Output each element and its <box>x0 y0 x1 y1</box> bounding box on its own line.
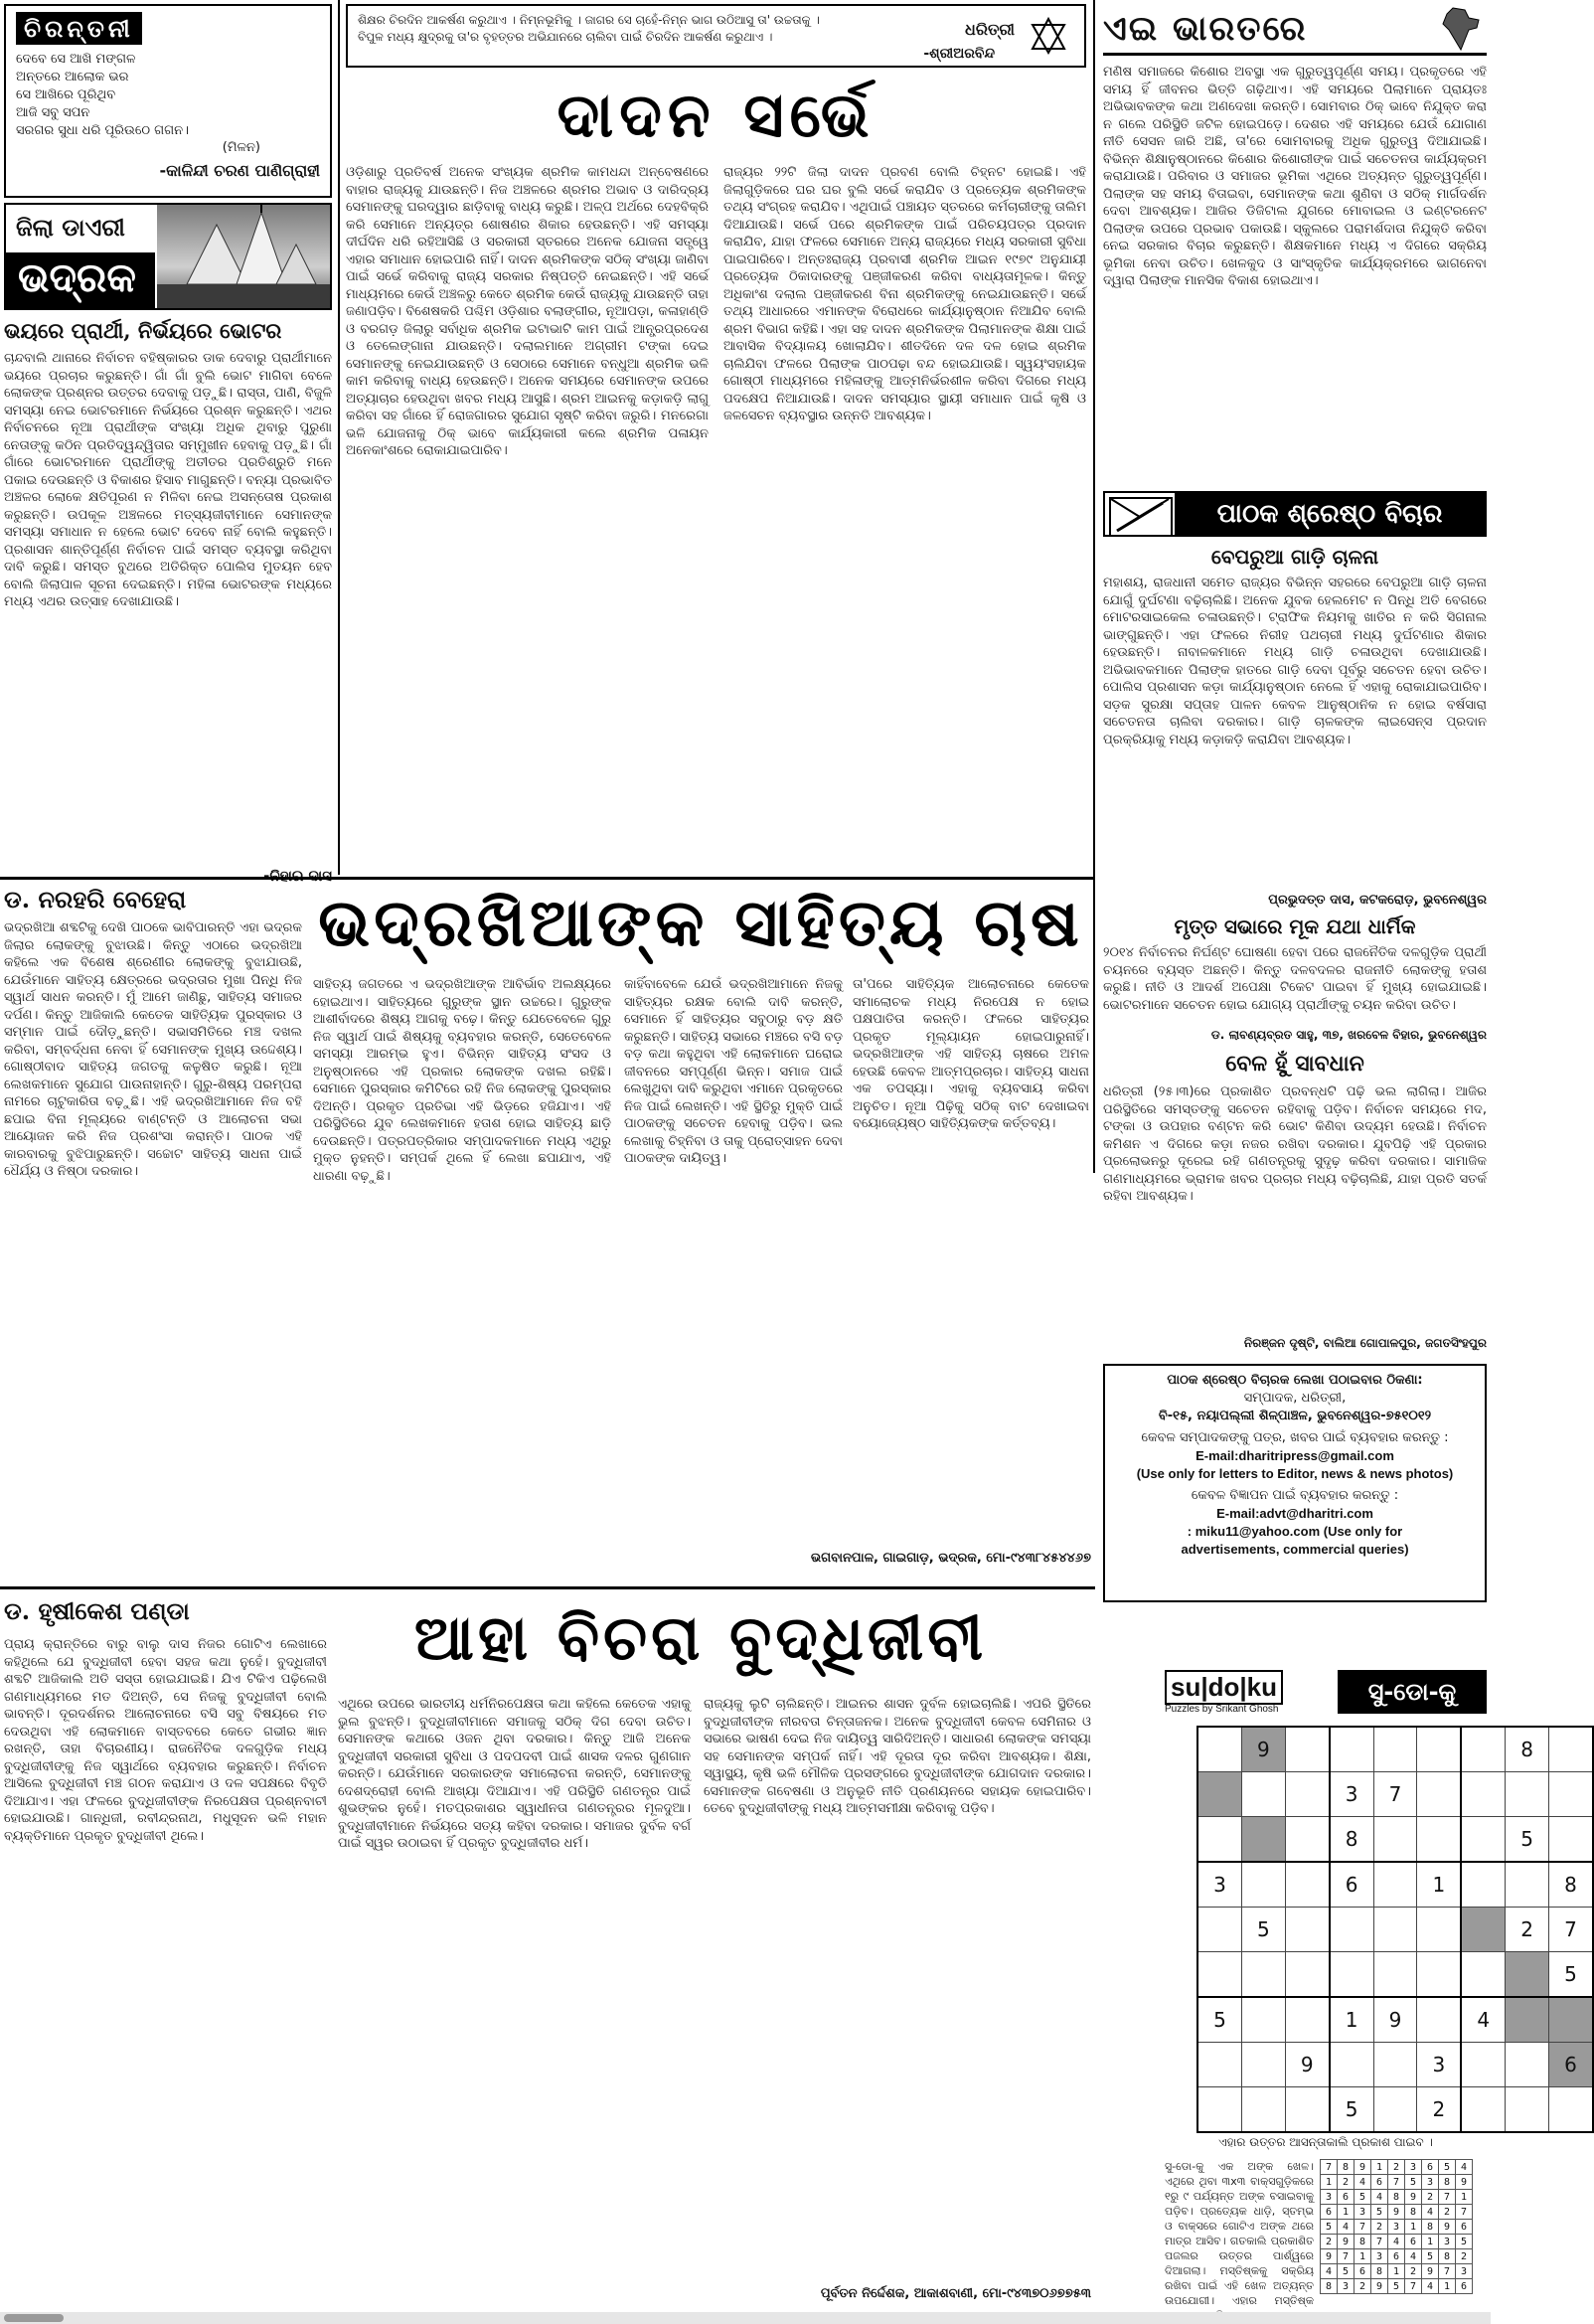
sudoku-cell[interactable]: 3 <box>1330 1772 1373 1817</box>
solution-cell: 5 <box>1405 2175 1422 2190</box>
article2-author: ଭଗବାନପାଳ, ଗାଇଗାଡ଼, ଭଦ୍ରକ, ମୋ-୯୪୩୮୪୫୪୪୬୭ <box>810 1551 1091 1566</box>
solution-cell: 6 <box>1388 2249 1405 2264</box>
sudoku-cell[interactable] <box>1549 1997 1594 2043</box>
sudoku-row <box>1197 1727 1593 1772</box>
article3-author: ପୂର୍ବତନ ନିର୍ଦ୍ଦେଶକ, ଆକାଶବାଣୀ, ମୋ-୯୪୩୭୦୬୭୭୫୩ <box>820 2286 1091 2301</box>
sudoku-row <box>1197 1997 1593 2043</box>
sudoku-cell[interactable] <box>1285 2087 1329 2133</box>
solution-row <box>1321 2220 1473 2235</box>
address-box <box>1103 1364 1487 1602</box>
solution-cell: 8 <box>1338 2160 1355 2175</box>
sudoku-cell[interactable] <box>1461 1952 1505 1998</box>
sudoku-cell[interactable] <box>1241 1817 1285 1863</box>
sudoku-cell[interactable] <box>1285 1862 1329 1908</box>
letter2-author: ଡ. ଲାବଣ୍ୟବ୍ରତ ସାହୁ, ୩୭, ଖରବେଳ ବିହାର, ଭୁବନେଶ୍ୱର <box>1210 1028 1487 1042</box>
sudoku-rules: ସୁ-ଡୋ-କୁ ଏକ ଅଙ୍କ ଖେଳ। ଏଥିରେ ଥିବା ୩x୩ ବାକ୍ସଗୁଡ଼ିକରେ ୧ରୁ ୯ ପର୍ଯ୍ୟନ୍ତ ଅଙ୍କ ବସାଇବାକୁ ପଡ଼ିବ। ପ୍ରତ୍ୟେକ ଧାଡ଼ି, ସ୍ତମ୍ଭ ଓ ବାକ୍ସରେ ଗୋଟିଏ ଅଙ୍କ ଥରେ ମାତ୍ର ଆସିବ। ଗତକାଲି ପ୍ରକାଶିତ ପଜଲର ଉତ୍ତର ପାର୍ଶ୍ୱରେ ଦିଆଗଲା। ମସ୍ତିଷ୍କକୁ ସକ୍ରିୟ ରଖିବା ପାଇଁ ଏହି ଖେଳ ଅତ୍ୟନ୍ତ ଉପଯୋଗୀ। ଏହାର ମସ୍ତିଷ୍କ <box>1165 2160 1314 2307</box>
sudoku-cell[interactable] <box>1373 1817 1417 1863</box>
sudoku-credit: Puzzles by Srikant Ghosh <box>1165 1704 1279 1715</box>
sudoku-cell[interactable]: 1 <box>1330 1997 1373 2043</box>
solution-cell: 4 <box>1405 2249 1422 2264</box>
sudoku-cell[interactable] <box>1461 2043 1505 2087</box>
solution-cell: 6 <box>1371 2175 1388 2190</box>
article2-col2: ସାହିତ୍ୟ ଜଗତରେ ଏ ଭଦ୍ରଖିଆଙ୍କ ଆବିର୍ଭାବ ଅଲକ୍ଷ୍ୟରେ ହୋଇଥାଏ। ସାହିତ୍ୟରେ ଗୁରୁଙ୍କ ସ୍ଥାନ ଉଚ୍ଚରେ। ଗୁରୁଙ୍କ ଆଶୀର୍ବାଦରେ ଶିଷ୍ୟ ଆଗକୁ ବଢ଼େ। କିନ୍ତୁ ଯେତେବେଳେ ଗୁରୁ ନିଜ ସ୍ୱାର୍ଥ ପାଇଁ ଶିଷ୍ୟକୁ ବ୍ୟବହାର କରନ୍ତି, ସେତେବେଳେ ସମସ୍ୟା ଆରମ୍ଭ ହୁଏ। ବିଭିନ୍ନ ସାହିତ୍ୟ ସଂସଦ ଓ ଅନୁଷ୍ଠାନରେ ଏହି ପ୍ରକାର ଲୋକଙ୍କ ଦଖଲ ରହିଛି। ସେମାନେ ପୁରସ୍କାର କମିଟିରେ ରହି ନିଜ ଲୋକଙ୍କୁ ପୁରସ୍କାର ଦିଅନ୍ତି। ପ୍ରକୃତ ପ୍ରତିଭା ଏହି ଭିଡ଼ରେ ହଜିଯାଏ। ଏହି ପରିସ୍ଥିତିରେ ଯୁବ ଲେଖକମାନେ ହତାଶ ହୋଇ ସାହିତ୍ୟ ଛାଡ଼ି ଦେଉଛନ୍ତି। ପତ୍ରପତ୍ରିକାର ସମ୍ପାଦକମାନେ ମଧ୍ୟ ଏଥିରୁ ମୁକ୍ତ ନୁହନ୍ତି। ସମ୍ପର୍କ ଥିଲେ ହିଁ ଲେଖା ଛପାଯାଏ, ଏହି ଧାରଣା ବଢ଼ୁଛି। <box>313 977 611 1184</box>
article3-col2: ଏଥିରେ ଉପରେ ଭାରତୀୟ ଧର୍ମନିରପେକ୍ଷତା କଥା କହିଲେ କେତେକ ଏହାକୁ ଭୁଲ ବୁଝନ୍ତି। ବୁଦ୍ଧିଜୀବୀମାନେ ସମାଜକୁ ସଠିକ୍ ଦିଗ ଦେବା ଉଚିତ। ସେମାନଙ୍କ କଥାରେ ଓଜନ ଥିବା ଦରକାର। କିନ୍ତୁ ଆଜି ଅନେକ ବୁଦ୍ଧିଜୀବୀ ସରକାରୀ ସୁବିଧା ଓ ପଦପଦବୀ ପାଇଁ ଶାସକ ଦଳର ଗୁଣଗାନ କରନ୍ତି। ଯେଉଁମାନେ ସରକାରଙ୍କ ସମାଲୋଚନା କରନ୍ତି, ସେମାନଙ୍କୁ ଦେଶଦ୍ରୋହୀ ବୋଲି ଆଖ୍ୟା ଦିଆଯାଏ। ଏହି ପରିସ୍ଥିତି ଗଣତନ୍ତ୍ର ପାଇଁ ଶୁଭଙ୍କର ନୁହେଁ। ମତପ୍ରକାଶର ସ୍ୱାଧୀନତା ଗଣତନ୍ତ୍ରର ମୂଳଦୁଆ। ବୁଦ୍ଧିଜୀବୀମାନେ ନିର୍ଭୟରେ ସତ୍ୟ କହିବା ଦରକାର। ସମାଜର ଦୁର୍ବଳ ବର୍ଗ ପାଇଁ ସ୍ୱର ଉଠାଇବା ହିଁ ପ୍ରକୃତ ବୁଦ୍ଧିଜୀବୀର ଧର୍ମ। <box>338 1697 691 1851</box>
sudoku-cell[interactable]: 3 <box>1417 2043 1461 2087</box>
district-name: ଭଦ୍ରକ <box>6 252 155 310</box>
sudoku-cell[interactable]: 5 <box>1330 2087 1373 2133</box>
advert-email-note: advertisements, commercial queries) <box>1181 1542 1409 1557</box>
pen-envelope-icon <box>1111 499 1169 533</box>
sudoku-cell[interactable] <box>1241 1952 1285 1998</box>
article1-col2: ରାଜ୍ୟର ୨୨ଟି ଜିଲା ଦାଦନ ପ୍ରବଣ ବୋଲି ଚିହ୍ନଟ ହୋଇଛି। ଏହି ଜିଲାଗୁଡ଼ିକରେ ଘର ଘର ବୁଲି ସର୍ଭେ କରାଯିବ ଓ ପ୍ରତ୍ୟେକ ଶ୍ରମିକଙ୍କ ତଥ୍ୟ ସଂଗ୍ରହ କରାଯିବ। ଏଥିପାଇଁ ପଞ୍ଚାୟତ ସ୍ତରରେ କର୍ମଚାରୀଙ୍କୁ ତାଲିମ ଦିଆଯାଉଛି। ସର୍ଭେ ପରେ ଶ୍ରମିକଙ୍କ ପାଇଁ ପରିଚୟପତ୍ର ପ୍ରଦାନ କରାଯିବ, ଯାହା ଫଳରେ ସେମାନେ ଅନ୍ୟ ରାଜ୍ୟରେ ମଧ୍ୟ ସରକାରୀ ସୁବିଧା ପାଇପାରିବେ। ଅନ୍ତଃରାଜ୍ୟ ପ୍ରବାସୀ ଶ୍ରମିକ ଆଇନ ୧୯୭୯ ଅନୁଯାୟୀ ପ୍ରତ୍ୟେକ ଠିକାଦାରଙ୍କୁ ପଞ୍ଜୀକରଣ କରିବା ବାଧ୍ୟତାମୂଳକ। କିନ୍ତୁ ଅଧିକାଂଶ ଦଲାଲ ପଞ୍ଜୀକରଣ ବିନା ଶ୍ରମିକଙ୍କୁ ନେଇଯାଉଛନ୍ତି। ସର୍ଭେ ତଥ୍ୟ ଆଧାରରେ ଏମାନଙ୍କ ବିରୋଧରେ କାର୍ଯ୍ୟାନୁଷ୍ଠାନ ନିଆଯିବ ବୋଲି ଶ୍ରମ ବିଭାଗ କହିଛି। ଏହା ସହ ଦାଦନ ଶ୍ରମିକଙ୍କ ପିଲାମାନଙ୍କ ଶିକ୍ଷା ପାଇଁ ଆବାସିକ ବିଦ୍ୟାଳୟ ଖୋଲାଯିବ। ଶୀତଦିନେ ଦଳ ଦଳ ହୋଇ ଶ୍ରମିକ ଚାଲିଯିବା ଫଳରେ ପିଲାଙ୍କ ପାଠପଢ଼ା ବନ୍ଦ ହୋଇଯାଉଛି। ସ୍ୱୟଂସହାୟକ ଗୋଷ୍ଠୀ ମାଧ୍ୟମରେ ମହିଳାଙ୍କୁ ଆତ୍ମନିର୍ଭରଶୀଳ କରିବା ଦିଗରେ ମଧ୍ୟ ପଦକ୍ଷେପ ନିଆଯାଉଛି। ଦାଦନ ସମସ୍ୟାର ସ୍ଥାୟୀ ସମାଧାନ ପାଇଁ କୃଷି ଓ ଜଳସେଚନ ବ୍ୟବସ୍ଥାର ଉନ୍ନତି ଆବଶ୍ୟକ। <box>723 165 1086 423</box>
solution-cell: 3 <box>1405 2160 1422 2175</box>
sudoku-cell[interactable] <box>1285 1772 1329 1817</box>
solution-cell: 1 <box>1456 2190 1473 2205</box>
solution-cell: 8 <box>1422 2220 1439 2235</box>
solution-cell: 2 <box>1321 2235 1338 2249</box>
solution-cell: 8 <box>1388 2190 1405 2205</box>
solution-cell: 2 <box>1338 2175 1355 2190</box>
solution-cell: 9 <box>1338 2235 1355 2249</box>
sudoku-cell[interactable]: 5 <box>1549 1952 1594 1998</box>
solution-row <box>1321 2264 1473 2279</box>
solution-cell: 5 <box>1371 2205 1388 2220</box>
sudoku-cell[interactable] <box>1330 1952 1373 1998</box>
column-title: ଏଇ ଭାରତରେ <box>1103 9 1308 49</box>
solution-cell: 8 <box>1355 2235 1371 2249</box>
solution-cell: 2 <box>1456 2249 1473 2264</box>
solution-cell: 8 <box>1405 2205 1422 2220</box>
column-body: ମଣିଷ ସମାଜରେ କିଶୋର ଅବସ୍ଥା ଏକ ଗୁରୁତ୍ୱପୂର୍ଣ୍ଣ ସମୟ। ପ୍ରକୃତରେ ଏହି ସମୟ ହିଁ ଜୀବନର ଭିତ୍ତି ଗଢ଼ିଥାଏ। ଏହି ସମୟରେ ପିଲାମାନେ ପ୍ରାୟତଃ ଅଭିଭାବକଙ୍କ କଥା ଅଣଦେଖା କରନ୍ତି। ସୋମବାର ଠିକ୍ ଭାବେ ନିଯୁକ୍ତ କରା ନ ଗଲେ ପରିସ୍ଥିତି ଜଟିଳ ହୋଇପଡ଼େ। ଦେଶର ଏହି ସମୟରେ ଯେଉଁ ଯୋଗାଣ ନୀତି ସେସନ ଜାରି ଅଛି, ତା'ରେ ସୋମବାରକୁ ଅଧିକ ଗୁରୁତ୍ୱ ଦିଆଯାଇଛି। ବିଭିନ୍ନ ଶିକ୍ଷାନୁଷ୍ଠାନରେ କିଶୋର କିଶୋରୀଙ୍କ ପାଇଁ ସଚେତନତା କାର୍ଯ୍ୟକ୍ରମ କରାଯାଉଛି। ପରିବାର ଓ ସମାଜର ଭୂମିକା ଏଥିରେ ଅତ୍ୟନ୍ତ ଗୁରୁତ୍ୱପୂର୍ଣ୍ଣ। ପିଲାଙ୍କ ସହ ସମୟ ବିତାଇବା, ସେମାନଙ୍କ କଥା ଶୁଣିବା ଓ ସଠିକ୍ ମାର୍ଗଦର୍ଶନ ଦେବା ଆବଶ୍ୟକ। ଆଜିର ଡିଜିଟାଲ ଯୁଗରେ ମୋବାଇଲ ଓ ଇଣ୍ଟରନେଟ ପିଲାଙ୍କ ଉପରେ ପ୍ରଭାବ ପକାଉଛି। ସ୍କୁଲରେ ପରାମର୍ଶଦାତା ନିଯୁକ୍ତି କରିବା ନେଇ ସରକାର ବିଚାର କରୁଛନ୍ତି। ଶିକ୍ଷକମାନେ ମଧ୍ୟ ଏ ଦିଗରେ ସକ୍ରିୟ ଭୂମିକା ନେବା ଉଚିତ। ଖେଳକୁଦ ଓ ସାଂସ୍କୃତିକ କାର୍ଯ୍ୟକ୍ରମରେ ଭାଗନେବା ଦ୍ୱାରା ପିଲାଙ୍କ ମାନସିକ ବିକାଶ ହୋଇଥାଏ। <box>1103 65 1487 288</box>
solution-cell: 4 <box>1422 2279 1439 2294</box>
sudoku-row <box>1197 1817 1593 1863</box>
sudoku-answer-note: ଏହାର ଉତ୍ତର ଆସନ୍ତାକାଲି ପ୍ରକାଶ ପାଇବ । <box>1218 2135 1433 2149</box>
solution-row <box>1321 2160 1473 2175</box>
sudoku-cell[interactable] <box>1241 2043 1285 2087</box>
sudoku-cell[interactable] <box>1285 1908 1329 1952</box>
solution-cell: 4 <box>1355 2175 1371 2190</box>
article2-headline: ଭଦ୍ରଖିଆଙ୍କ ସାହିତ୍ୟ ଚାଷ <box>318 884 1083 961</box>
solution-cell: 6 <box>1338 2190 1355 2205</box>
sudoku-cell[interactable] <box>1461 1862 1505 1908</box>
quote-author: -ଶ୍ରୀଅରବିନ୍ଦ <box>923 46 995 62</box>
temple-photo <box>157 205 330 308</box>
solution-cell: 4 <box>1371 2190 1388 2205</box>
sudoku-cell[interactable] <box>1373 2087 1417 2133</box>
advert-email[interactable]: E-mail:advt@dharitri.com <box>1216 1506 1373 1521</box>
sudoku-row <box>1197 1952 1593 1998</box>
solution-cell: 8 <box>1439 2175 1456 2190</box>
sudoku-solution-grid <box>1320 2159 1473 2294</box>
article1-col1: ଓଡ଼ିଶାରୁ ପ୍ରତିବର୍ଷ ଅନେକ ସଂଖ୍ୟକ ଶ୍ରମିକ କାମଧନ୍ଦା ଅନ୍ବେଷଣରେ ବାହାର ରାଜ୍ୟକୁ ଯାଉଛନ୍ତି। ନିଜ ଅଞ୍ଚଳରେ ଶ୍ରମର ଅଭାବ ଓ ଦାରିଦ୍ର୍ୟ ସେମାନଙ୍କୁ ଘରଦ୍ୱାର ଛାଡ଼ିବାକୁ ବାଧ୍ୟ କରୁଛି। ଅଳ୍ପ ଅର୍ଥରେ ଦେହବିକ୍ରି କରି ସେମାନେ ଅନ୍ୟତ୍ର ଶୋଷଣର ଶିକାର ହେଉଛନ୍ତି। ଏହି ସମସ୍ୟା ଦୀର୍ଘଦିନ ଧରି ରହିଆସିଛି ଓ ସରକାରୀ ସ୍ତରରେ ଅନେକ ଯୋଜନା ସତ୍ତ୍ୱେ ଏହାର ସମାଧାନ ହୋଇପାରି ନାହିଁ। ଦାଦନ ଶ୍ରମିକଙ୍କ ସଠିକ୍ ସଂଖ୍ୟା ଜାଣିବା ପାଇଁ ସର୍ଭେ କରିବାକୁ ରାଜ୍ୟ ସରକାର ନିଷ୍ପତ୍ତି ନେଇଛନ୍ତି। ଏହି ସର୍ଭେ ମାଧ୍ୟମରେ କେଉଁ ଅଞ୍ଚଳରୁ କେତେ ଶ୍ରମିକ କେଉଁ ରାଜ୍ୟକୁ ଯାଉଛନ୍ତି ତାହା ଜଣାପଡ଼ିବ। ବିଶେଷକରି ପଶ୍ଚିମ ଓଡ଼ିଶାର ବଲାଙ୍ଗୀର, ନୂଆପଡ଼ା, କଳାହାଣ୍ଡି ଓ ବରଗଡ଼ ଜିଲାରୁ ସର୍ବାଧିକ ଶ୍ରମିକ ଇଟାଭାଟି କାମ ପାଇଁ ଆନ୍ଧ୍ରପ୍ରଦେଶ ଓ ତେଲେଙ୍ଗାନା ଯାଉଛନ୍ତି। ଦଲାଲମାନେ ଅଗ୍ରୀମ ଟଙ୍କା ଦେଇ ସେମାନଙ୍କୁ ନେଇଯାଉଛନ୍ତି ଓ ସେଠାରେ ସେମାନେ ବନ୍ଧୁଆ ଶ୍ରମିକ ଭଳି କାମ କରିବାକୁ ବାଧ୍ୟ ହେଉଛନ୍ତି। ଅନେକ ସମୟରେ ସେମାନଙ୍କ ଉପରେ ଅତ୍ୟାଚାର ହେଉଥିବା ଖବର ମଧ୍ୟ ଆସୁଛି। ଶ୍ରମ ଆଇନକୁ କଡ଼ାକଡ଼ି ଲାଗୁ କରିବା ସହ ଗାଁରେ ହିଁ ରୋଜଗାରର ସୁଯୋଗ ସୃଷ୍ଟି କରିବା ଜରୁରି। ମନରେଗା ଭଳି ଯୋଜନାକୁ ଠିକ୍ ଭାବେ କାର୍ଯ୍ୟକାରୀ କଲେ ଶ୍ରମିକ ପଳାୟନ ଅନେକାଂଶରେ ରୋକାଯାଇପାରିବ। <box>346 165 709 458</box>
article3-headline: ଆହା ବିଚରା ବୁଦ୍ଧିଜୀବୀ <box>413 1601 988 1674</box>
solution-cell: 6 <box>1422 2160 1439 2175</box>
sudoku-cell[interactable] <box>1461 1727 1505 1772</box>
sudoku-cell[interactable] <box>1549 1727 1594 1772</box>
sudoku-cell[interactable] <box>1461 1817 1505 1863</box>
scrollbar-thumb[interactable] <box>4 2314 64 2322</box>
solution-cell: 9 <box>1439 2220 1456 2235</box>
poem-author: -କାଳିନ୍ଦୀ ଚରଣ ପାଣିଗ୍ରାହୀ <box>159 161 320 180</box>
sudoku-cell[interactable] <box>1373 1908 1417 1952</box>
sudoku-cell[interactable] <box>1285 1952 1329 1998</box>
solution-cell: 2 <box>1405 2264 1422 2279</box>
solution-cell: 7 <box>1338 2249 1355 2264</box>
sudoku-cell[interactable] <box>1285 1817 1329 1863</box>
sudoku-cell[interactable]: 6 <box>1549 2043 1594 2087</box>
sudoku-cell[interactable]: 5 <box>1506 1817 1549 1863</box>
letter1-title: ବେପରୁଆ ଗାଡ଼ି ଚାଳନା <box>1210 545 1379 569</box>
sudoku-cell[interactable] <box>1241 1862 1285 1908</box>
district-diary-author: -ନିହାର ଦାସ <box>263 867 332 885</box>
sudoku-cell[interactable]: 9 <box>1241 1727 1285 1772</box>
envelope-icon <box>1109 497 1173 537</box>
sudoku-cell[interactable] <box>1461 1772 1505 1817</box>
solution-cell: 3 <box>1371 2249 1388 2264</box>
solution-cell: 1 <box>1321 2175 1338 2190</box>
solution-cell: 3 <box>1439 2235 1456 2249</box>
sudoku-cell[interactable]: 7 <box>1373 1772 1417 1817</box>
sudoku-cell[interactable] <box>1417 1727 1461 1772</box>
article1-headline: ଦାଦନ ସର୍ଭେ <box>557 79 876 151</box>
sudoku-cell[interactable] <box>1197 2087 1241 2133</box>
page-scrollbar[interactable] <box>0 2312 1491 2324</box>
sudoku-cell[interactable]: 2 <box>1417 2087 1461 2133</box>
sudoku-solution <box>1320 2159 1487 2294</box>
solution-cell: 1 <box>1371 2160 1388 2175</box>
solution-cell: 9 <box>1456 2175 1473 2190</box>
solution-cell: 7 <box>1371 2235 1388 2249</box>
sudoku-cell[interactable] <box>1330 1727 1373 1772</box>
sudoku-cell[interactable] <box>1506 1772 1549 1817</box>
solution-cell: 7 <box>1355 2220 1371 2235</box>
solution-cell: 1 <box>1338 2205 1355 2220</box>
solution-cell: 4 <box>1338 2220 1355 2235</box>
poem-line: ଦେବେ ସେ ଆଖି ମଙ୍ଗଳ <box>16 52 136 67</box>
sudoku-cell[interactable] <box>1197 1727 1241 1772</box>
article3-col1: ପ୍ରାୟ କ୍ରାନ୍ତିରେ ବାରୁ ବାଲୁ ଦାସ ନିଜର ଗୋଟିଏ ଲେଖାରେ କହିଥିଲେ ଯେ ବୁଦ୍ଧିଜୀବୀ ହେବା ସହଜ କଥା ନୁହେଁ। ବୁଦ୍ଧିଜୀବୀ ଶବ୍ଦଟି ଆଜିକାଲି ଅତି ସସ୍ତା ହୋଇଯାଇଛି। ଯିଏ ଟିକିଏ ପଢ଼ିଲେଖି ଗଣମାଧ୍ୟମରେ ମତ ଦିଅନ୍ତି, ସେ ନିଜକୁ ବୁଦ୍ଧିଜୀବୀ ବୋଲି ଭାବନ୍ତି। ଦୂରଦର୍ଶନର ଆଲୋଚନାରେ ବସି ସବୁ ବିଷୟରେ ମତ ଦେଉଥିବା ଏହି ଲୋକମାନେ ବାସ୍ତବରେ କେତେ ଗଭୀର ଜ୍ଞାନ ରଖନ୍ତି, ତାହା ବିଚାରଣୀୟ। ରାଜନୈତିକ ଦଳଗୁଡ଼ିକ ମଧ୍ୟ ବୁଦ୍ଧିଜୀବୀଙ୍କୁ ନିଜ ସ୍ୱାର୍ଥରେ ବ୍ୟବହାର କରୁଛନ୍ତି। ନିର୍ବାଚନ ଆସିଲେ ବୁଦ୍ଧିଜୀବୀ ମଞ୍ଚ ଗଠନ କରାଯାଏ ଓ ଦଳ ସପକ୍ଷରେ ବିବୃତି ଦିଆଯାଏ। ଏହା ଫଳରେ ବୁଦ୍ଧିଜୀବୀଙ୍କ ନିରପେକ୍ଷତା ପ୍ରଶ୍ନବାଚୀ ହୋଇଯାଉଛି। ଗାନ୍ଧିଜୀ, ରବୀନ୍ଦ୍ରନାଥ, ମଧୁସୂଦନ ଭଳି ମହାନ ବ୍ୟକ୍ତିମାନେ ପ୍ରକୃତ ବୁଦ୍ଧିଜୀବୀ ଥିଲେ। <box>4 1637 327 1844</box>
solution-cell: 1 <box>1439 2279 1456 2294</box>
sudoku-cell[interactable] <box>1241 1997 1285 2043</box>
sudoku-cell[interactable] <box>1417 1908 1461 1952</box>
sudoku-cell[interactable]: 8 <box>1330 1817 1373 1863</box>
sudoku-cell[interactable] <box>1197 1908 1241 1952</box>
solution-row <box>1321 2205 1473 2220</box>
solution-cell: 2 <box>1439 2205 1456 2220</box>
sudoku-cell[interactable] <box>1330 2043 1373 2087</box>
article2-col1: ଭଦ୍ରଖିଆ ଶବ୍ଦଟିକୁ ଦେଖି ପାଠକେ ଭାବିପାରନ୍ତି ଏହା ଭଦ୍ରକ ଜିଲାର ଲୋକଙ୍କୁ ବୁଝାଉଛି। କିନ୍ତୁ ଏଠାରେ ଭଦ୍ରଖିଆ କହିଲେ ଏକ ବିଶେଷ ଶ୍ରେଣୀର ଲୋକଙ୍କୁ ବୁଝାଯାଉଛି, ଯେଉଁମାନେ ସାହିତ୍ୟ କ୍ଷେତ୍ରରେ ଭଦ୍ରତାର ମୁଖା ପିନ୍ଧି ନିଜ ସ୍ୱାର୍ଥ ସାଧନ କରନ୍ତି। ମୁଁ ଆମେ ଜାଣିଛୁ, ସାହିତ୍ୟ ସମାଜର ଦର୍ପଣ। କିନ୍ତୁ ଆଜିକାଲି କେତେକ ସାହିତ୍ୟିକ ପୁରସ୍କାର ଓ ସମ୍ମାନ ପାଇଁ ଦୌଡ଼ୁଛନ୍ତି। ସଭାସମିତିରେ ମଞ୍ଚ ଦଖଲ କରିବା, ସମ୍ବର୍ଦ୍ଧନା ନେବା ହିଁ ସେମାନଙ୍କ ମୁଖ୍ୟ ଉଦ୍ଦେଶ୍ୟ। ଗୋଷ୍ଠୀବାଦ ସାହିତ୍ୟ ଜଗତକୁ କଳୁଷିତ କରୁଛି। ନୂଆ ଲେଖକମାନେ ସୁଯୋଗ ପାଉନାହାନ୍ତି। ଗୁରୁ-ଶିଷ୍ୟ ପରମ୍ପରା ନାମରେ ଚାଟୁକାରିତା ବଢ଼ୁଛି। ଏହି ଭଦ୍ରଖିଆମାନେ ନିଜ ବହି ଛପାଇ ବିନା ମୂଲ୍ୟରେ ବାଣ୍ଟନ୍ତି ଓ ଆଲୋଚନା ସଭା ଆୟୋଜନ କରି ନିଜ ପ୍ରଶଂସା କରାନ୍ତି। ପାଠକ ଏହି କାରବାରକୁ ବୁଝିପାରୁଛନ୍ତି। ସଚ୍ଚୋଟ ସାହିତ୍ୟ ସାଧନା ପାଇଁ ଧୈର୍ଯ୍ୟ ଓ ନିଷ୍ଠା ଦରକାର। <box>4 920 302 1179</box>
solution-cell: 5 <box>1456 2235 1473 2249</box>
sudoku-cell[interactable] <box>1549 1772 1594 1817</box>
poem-line: ଆଜି ସବୁ ସପନ <box>16 105 90 120</box>
sudoku-cell[interactable] <box>1549 2087 1594 2133</box>
sudoku-header <box>1165 1670 1487 1720</box>
solution-cell: 9 <box>1405 2190 1422 2205</box>
letter1-body: ମହାଶୟ, ରାଜଧାନୀ ସମେତ ରାଜ୍ୟର ବିଭିନ୍ନ ସହରରେ ବେପରୁଆ ଗାଡ଼ି ଚାଳନା ଯୋଗୁଁ ଦୁର୍ଘଟଣା ବଢ଼ିଚାଲିଛି। ଅନେକ ଯୁବକ ହେଲମେଟ ନ ପିନ୍ଧି ଅତି ବେଗରେ ମୋଟରସାଇକେଲ ଚଳାଉଛନ୍ତି। ଟ୍ରାଫିକ ନିୟମକୁ ଖାତିର ନ କରି ସିଗନାଲ ଭାଙ୍ଗୁଛନ୍ତି। ଏହା ଫଳରେ ନିରୀହ ପଥଚାରୀ ମଧ୍ୟ ଦୁର୍ଘଟଣାର ଶିକାର ହେଉଛନ୍ତି। ନାବାଳକମାନେ ମଧ୍ୟ ଗାଡ଼ି ଚଳାଉଥିବା ଦେଖାଯାଉଛି। ଅଭିଭାବକମାନେ ପିଲାଙ୍କ ହାତରେ ଗାଡ଼ି ଦେବା ପୂର୍ବରୁ ସଚେତନ ହେବା ଉଚିତ। ପୋଲିସ ପ୍ରଶାସନ କଡ଼ା କାର୍ଯ୍ୟାନୁଷ୍ଠାନ ନେଲେ ହିଁ ଏହାକୁ ରୋକାଯାଇପାରିବ। ସଡ଼କ ସୁରକ୍ଷା ସପ୍ତାହ ପାଳନ କେବଳ ଆନୁଷ୍ଠାନିକ ନ ହୋଇ ବର୍ଷସାରା ସଚେତନତା ଚାଲିବା ଦରକାର। ଗାଡ଼ି ଚାଳକଙ୍କ ଲାଇସେନ୍ସ ପ୍ରଦାନ ପ୍ରକ୍ରିୟାକୁ ମଧ୍ୟ କଡ଼ାକଡ଼ି କରାଯିବା ଆବଶ୍ୟକ। <box>1103 576 1487 747</box>
article3-byline: ଡ. ହୃଷୀକେଶ ପଣ୍ଡା <box>4 1596 190 1625</box>
solution-cell: 6 <box>1355 2264 1371 2279</box>
fax-line: କେବଳ ସମ୍ପାଦକଙ୍କୁ ପତ୍ର, ଖବର ପାଇଁ ବ୍ୟବହାର କରନ୍ତୁ : <box>1141 1430 1449 1445</box>
solution-row <box>1321 2249 1473 2264</box>
poem-line: ଅନ୍ତରେ ଆଲୋକ ଭର <box>16 70 129 84</box>
solution-cell: 5 <box>1321 2220 1338 2235</box>
sudoku-cell[interactable] <box>1417 1997 1461 2043</box>
article2-col3: କାହିଁବାବେଳେ ଯେଉଁ ଭଦ୍ରଖିଆମାନେ ନିଜକୁ ସାହିତ୍ୟର ରକ୍ଷକ ବୋଲି ଦାବି କରନ୍ତି, ସେମାନେ ହିଁ ସାହିତ୍ୟର ସବୁଠାରୁ ବଡ଼ କ୍ଷତି କରୁଛନ୍ତି। ସାହିତ୍ୟ ସଭାରେ ମଞ୍ଚରେ ବସି ବଡ଼ ବଡ଼ କଥା କହୁଥିବା ଏହି ଲୋକମାନେ ଘରୋଇ ଜୀବନରେ ସମ୍ପୂର୍ଣ୍ଣ ଭିନ୍ନ। ସମାଜ ପାଇଁ ଲେଖୁଥିବା ଦାବି କରୁଥିବା ଏମାନେ ପ୍ରକୃତରେ ନିଜ ପାଇଁ ଲେଖନ୍ତି। ଏହି ସ୍ଥିତିରୁ ମୁକ୍ତି ପାଇଁ ପାଠକଙ୍କୁ ସଚେତନ ହେବାକୁ ପଡ଼ିବ। ଭଲ ଲେଖାକୁ ଚିହ୍ନିବା ଓ ତାକୁ ପ୍ରୋତ୍ସାହନ ଦେବା ପାଠକଙ୍କ ଦାୟିତ୍ୱ। <box>624 977 843 1166</box>
quote-line: ଶିକ୍ଷର ଚିରଦିନ ଆକର୍ଷଣ କରୁଥାଏ । ନିମ୍ନଭୂମିକୁ । ଜାଗର ସେ ଚାହେଁ-ନିମ୍ନ ଭାଗ ଉଠିଆସୁ ତା' ଉଚ୍ଚତାକୁ । <box>358 13 820 27</box>
solution-cell: 9 <box>1388 2205 1405 2220</box>
solution-cell: 6 <box>1456 2279 1473 2294</box>
letter3-body: ଧରିତ୍ରୀ (୨୫।୩)ରେ ପ୍ରକାଶିତ ପ୍ରବନ୍ଧଟି ପଢ଼ି ଭଲ ଲାଗିଲା। ଆଜିର ପରିସ୍ଥିତିରେ ସମସ୍ତଙ୍କୁ ସଚେତନ ରହିବାକୁ ପଡ଼ିବ। ନିର୍ବାଚନ ସମୟରେ ମଦ, ଟଙ୍କା ଓ ଉପହାର ବଣ୍ଟନ କରି ଭୋଟ କିଣିବା ଉଦ୍ୟମ ହେଉଛି। ନିର୍ବାଚନ କମିଶନ ଏ ଦିଗରେ କଡ଼ା ନଜର ରଖିବା ଦରକାର। ଯୁବପିଢ଼ି ଏହି ପ୍ରକାର ପ୍ରଲୋଭନରୁ ଦୂରେଇ ରହି ଗଣତନ୍ତ୍ରକୁ ସୁଦୃଢ଼ କରିବା ଦରକାର। ସାମାଜିକ ଗଣମାଧ୍ୟମରେ ଭ୍ରାମକ ଖବର ପ୍ରଚାର ମଧ୍ୟ ବଢ଼ିଚାଲିଛି, ଯାହା ପ୍ରତି ସତର୍କ ରହିବା ଆବଶ୍ୟକ। <box>1103 1084 1487 1204</box>
solution-cell: 7 <box>1439 2190 1456 2205</box>
article2-col4: ତା'ପରେ ସାହିତ୍ୟିକ ଆଲୋଚନାରେ କେତେକ ସମାଲୋଚକ ମଧ୍ୟ ନିରପେକ୍ଷ ନ ହୋଇ ପକ୍ଷପାତିତା କରନ୍ତି। ଫଳରେ ସାହିତ୍ୟର ପ୍ରକୃତ ମୂଲ୍ୟାୟନ ହୋଇପାରୁନାହିଁ। ଭଦ୍ରଖିଆଙ୍କ ଏହି ସାହିତ୍ୟ ଚାଷରେ ଅମଳ ହେଉଛି କେବଳ ଆତ୍ମପ୍ରଚାର। ସାହିତ୍ୟ ସାଧନା ଏକ ତପସ୍ୟା। ଏହାକୁ ବ୍ୟବସାୟ କରିବା ଅନୁଚିତ। ନୂଆ ପିଢ଼ିକୁ ସଠିକ୍ ବାଟ ଦେଖାଇବା ବୟୋଜ୍ୟେଷ୍ଠ ସାହିତ୍ୟିକଙ୍କ କର୍ତ୍ତବ୍ୟ। <box>853 977 1089 1131</box>
sudoku-cell[interactable] <box>1461 1908 1505 1952</box>
sudoku-cell[interactable]: 5 <box>1197 1997 1241 2043</box>
solution-cell: 2 <box>1388 2160 1405 2175</box>
solution-cell: 4 <box>1422 2205 1439 2220</box>
sudoku-cell[interactable] <box>1506 1997 1549 2043</box>
sudoku-cell[interactable]: 4 <box>1461 1997 1505 2043</box>
sudoku-brand-odia: ସୁ-ଡୋ-କୁ <box>1338 1670 1487 1714</box>
sudoku-cell[interactable]: 8 <box>1549 1862 1594 1908</box>
sudoku-cell[interactable] <box>1241 2087 1285 2133</box>
sudoku-cell[interactable] <box>1330 1908 1373 1952</box>
sudoku-cell[interactable] <box>1417 1952 1461 1998</box>
solution-cell: 9 <box>1371 2279 1388 2294</box>
solution-cell: 4 <box>1388 2235 1405 2249</box>
solution-cell: 9 <box>1355 2160 1371 2175</box>
letter2-body: ୨୦୧୪ ନିର୍ବାଚନର ନିର୍ଘଣ୍ଟ ଘୋଷଣା ହେବା ପରେ ରାଜନୈତିକ ଦଳଗୁଡ଼ିକ ପ୍ରାର୍ଥୀ ଚୟନରେ ବ୍ୟସ୍ତ ଅଛନ୍ତି। କିନ୍ତୁ ଦଳବଦଳର ରାଜନୀତି ଲୋକଙ୍କୁ ହତାଶ କରୁଛି। ନୀତି ଓ ଆଦର୍ଶ ଅପେକ୍ଷା ଟିକେଟ ପାଇବା ହିଁ ମୁଖ୍ୟ ହୋଇଯାଇଛି। ଭୋଟରମାନେ ସଚେତନ ହୋଇ ଯୋଗ୍ୟ ପ୍ରାର୍ଥୀଙ୍କୁ ଚୟନ କରିବା ଉଚିତ। <box>1103 945 1487 1013</box>
solution-cell: 7 <box>1321 2160 1338 2175</box>
sudoku-cell[interactable] <box>1197 2043 1241 2087</box>
sudoku-cell[interactable] <box>1549 1817 1594 1863</box>
solution-cell: 5 <box>1355 2190 1371 2205</box>
solution-cell: 9 <box>1321 2249 1338 2264</box>
solution-cell: 5 <box>1338 2264 1355 2279</box>
solution-cell: 2 <box>1355 2279 1371 2294</box>
readers-banner-title: ପାଠକ ଶ୍ରେଷ୍ଠ ବିଚାର <box>1175 493 1485 535</box>
column-header <box>1103 4 1487 56</box>
india-map-icon <box>1439 6 1483 52</box>
solution-cell: 5 <box>1422 2249 1439 2264</box>
address-line: ବି-୧୫, ନୟାପଲ୍ଲୀ ଶିଳ୍ପାଞ୍ଚଳ, ଭୁବନେଶ୍ୱର-୭୫୧୦୧୨ <box>1158 1409 1432 1423</box>
poem-lines <box>16 51 320 140</box>
district-diary-body: ଚାନ୍ଦବାଲି ଥାନାରେ ନିର୍ବାଚନ ବହିଷ୍କାରର ଡାକ ଦେବାରୁ ପ୍ରାର୍ଥୀମାନେ ଭୟରେ ପ୍ରଚାର କରୁଛନ୍ତି। ଗାଁ ଗାଁ ବୁଲି ଭୋଟ ମାଗିବା ବେଳେ ଲୋକଙ୍କ ପ୍ରଶ୍ନର ଉତ୍ତର ଦେବାକୁ ପଡ଼ୁଛି। ରାସ୍ତା, ପାଣି, ବିଜୁଳି ସମସ୍ୟା ନେଇ ଭୋଟରମାନେ ନିର୍ଭୟରେ ପ୍ରଶ୍ନ କରୁଛନ୍ତି। ଏଥର ନିର୍ବାଚନରେ ନୂଆ ପ୍ରାର୍ଥୀଙ୍କ ସଂଖ୍ୟା ଅଧିକ ଥିବାରୁ ପୁରୁଣା ନେତାଙ୍କୁ କଠିନ ପ୍ରତିଦ୍ୱନ୍ଦ୍ୱିତାର ସମ୍ମୁଖୀନ ହେବାକୁ ପଡ଼ୁଛି। ଗାଁ ଗାଁରେ ଭୋଟରମାନେ ପ୍ରାର୍ଥୀଙ୍କୁ ଅତୀତର ପ୍ରତିଶ୍ରୁତି ମନେ ପକାଇ ଦେଉଛନ୍ତି ଓ ବିକାଶର ହିସାବ ମାଗୁଛନ୍ତି। ବନ୍ୟା ପ୍ରଭାବିତ ଅଞ୍ଚଳର ଲୋକେ କ୍ଷତିପୂରଣ ନ ମିଳିବା ନେଇ ଅସନ୍ତୋଷ ପ୍ରକାଶ କରୁଛନ୍ତି। ଉପକୂଳ ଅଞ୍ଚଳରେ ମତ୍ସ୍ୟଜୀବୀମାନେ ସେମାନଙ୍କ ସମସ୍ୟା ସମାଧାନ ନ ହେଲେ ଭୋଟ ଦେବେ ନାହିଁ ବୋଲି କହୁଛନ୍ତି। ପ୍ରଶାସନ ଶାନ୍ତିପୂର୍ଣ୍ଣ ନିର୍ବାଚନ ପାଇଁ ସମସ୍ତ ବ୍ୟବସ୍ଥା କରିଥିବା ଦାବି କରୁଛି। ସମସ୍ତ ବୁଥରେ ଅତିରିକ୍ତ ପୋଲିସ ମୁତୟନ ହେବ ବୋଲି ଜିଲାପାଳ ସୂଚନା ଦେଇଛନ୍ତି। ମହିଳା ଭୋଟରଙ୍କ ମଧ୍ୟରେ ମଧ୍ୟ ଏଥର ଉତ୍ସାହ ଦେଖାଯାଉଛି। <box>4 351 333 609</box>
sudoku-cell[interactable] <box>1506 2087 1549 2133</box>
solution-cell: 2 <box>1422 2190 1439 2205</box>
sudoku-cell[interactable] <box>1373 1862 1417 1908</box>
quote-box <box>346 4 1086 68</box>
solution-cell: 7 <box>1456 2205 1473 2220</box>
solution-cell: 3 <box>1355 2205 1371 2220</box>
solution-row <box>1321 2235 1473 2249</box>
sudoku-cell[interactable] <box>1241 1772 1285 1817</box>
sudoku-cell[interactable] <box>1417 1772 1461 1817</box>
district-diary-header <box>4 203 332 310</box>
solution-cell: 7 <box>1439 2264 1456 2279</box>
poem-title: ଚିରନ୍ତନୀ <box>16 12 142 45</box>
letter3-title: ବେଳ ହୁଁ ସାବଧାନ <box>1225 1052 1364 1077</box>
letter1-author: ପ୍ରଭୁଦତ୍ତ ଦାସ, କଟକରୋଡ଼, ଭୁବନେଶ୍ୱର <box>1268 893 1487 908</box>
dharitri-logo: ଧରିତ୍ରୀ <box>965 20 1015 39</box>
sudoku-row <box>1197 2043 1593 2087</box>
article2-byline: ଡ. ନରହରି ବେହେରା <box>4 885 187 913</box>
solution-cell: 8 <box>1439 2249 1456 2264</box>
solution-cell: 5 <box>1388 2279 1405 2294</box>
solution-cell: 1 <box>1388 2264 1405 2279</box>
poem-line: ସେ ଆଖିରେ ପୂରିଥିବ <box>16 87 116 102</box>
solution-cell: 4 <box>1456 2160 1473 2175</box>
sudoku-brand-latin: su|do|ku <box>1165 1670 1283 1705</box>
sudoku-cell[interactable]: 8 <box>1506 1727 1549 1772</box>
solution-cell: 3 <box>1388 2220 1405 2235</box>
sudoku-cell[interactable] <box>1285 1997 1329 2043</box>
editor-email[interactable]: E-mail:dharitripress@gmail.com <box>1196 1448 1394 1463</box>
solution-cell: 9 <box>1422 2264 1439 2279</box>
address-line: ସମ୍ପାଦକ, ଧରିତ୍ରୀ, <box>1243 1391 1347 1406</box>
solution-cell: 1 <box>1405 2220 1422 2235</box>
solution-row <box>1321 2175 1473 2190</box>
readers-banner <box>1103 491 1487 537</box>
sudoku-cell[interactable] <box>1506 2043 1549 2087</box>
editor-email-note: (Use only for letters to Editor, news & news photos) <box>1136 1466 1454 1481</box>
solution-cell: 4 <box>1321 2264 1338 2279</box>
sudoku-cell[interactable]: 9 <box>1285 2043 1329 2087</box>
address-title: ପାଠକ ଶ୍ରେଷ୍ଠ ବିଚାରକ ଲେଖା ପଠାଇବାର ଠିକଣା: <box>1167 1373 1423 1388</box>
sudoku-row <box>1197 1772 1593 1817</box>
solution-row <box>1321 2279 1473 2294</box>
solution-cell: 6 <box>1321 2205 1338 2220</box>
district-diary-headline: ଭୟରେ ପ୍ରାର୍ଥୀ, ନିର୍ଭୟରେ ଭୋଟର <box>4 318 282 343</box>
sudoku-cell[interactable] <box>1417 1817 1461 1863</box>
sudoku-row <box>1197 1862 1593 1908</box>
sudoku-cell[interactable] <box>1506 1862 1549 1908</box>
sudoku-cell[interactable] <box>1197 1817 1241 1863</box>
sudoku-cell[interactable]: 6 <box>1330 1862 1373 1908</box>
sudoku-row <box>1197 1908 1593 1952</box>
sudoku-cell[interactable] <box>1373 1727 1417 1772</box>
solution-cell: 5 <box>1439 2160 1456 2175</box>
sudoku-row <box>1197 2087 1593 2133</box>
solution-cell: 7 <box>1388 2175 1405 2190</box>
solution-cell: 7 <box>1405 2279 1422 2294</box>
sudoku-cell[interactable]: 9 <box>1373 1997 1417 2043</box>
solution-cell: 3 <box>1456 2264 1473 2279</box>
solution-cell: 8 <box>1371 2264 1388 2279</box>
sudoku-cell[interactable]: 3 <box>1197 1862 1241 1908</box>
letter2-title: ମୃତ୍ତ ସଭାରେ ମୂକ ଯଥା ଧାର୍ମିକ <box>1174 914 1416 938</box>
sudoku-cell[interactable]: 2 <box>1506 1908 1549 1952</box>
sudoku-cell[interactable] <box>1373 1952 1417 1998</box>
district-diary-label: ଜିଲା ଡାଏରୀ <box>6 205 155 252</box>
letter3-author: ନିରଞ୍ଜନ ଦୃଷ୍ଟି, ବାଲିଆ ଗୋପାଳପୁର, ଜଗତସିଂହପୁର <box>1243 1336 1487 1350</box>
solution-cell: 8 <box>1321 2279 1338 2294</box>
sudoku-cell[interactable] <box>1373 2043 1417 2087</box>
sudoku-cell[interactable] <box>1197 1952 1241 1998</box>
poem-line: ସରଗର ସୁଧା ଧରି ପୂରିଉଠେ ଗଗନ। <box>16 123 189 138</box>
sudoku-cell[interactable]: 7 <box>1549 1908 1594 1952</box>
solution-cell: 1 <box>1422 2235 1439 2249</box>
temple-icon <box>157 205 330 308</box>
sudoku-cell[interactable] <box>1506 1952 1549 1998</box>
solution-cell: 6 <box>1456 2220 1473 2235</box>
article3-col3: ରାଜ୍ୟକୁ ଲୁଟି ଚାଲିଛନ୍ତି। ଆଇନର ଶାସନ ଦୁର୍ବଳ ହୋଇଚାଲିଛି। ଏପରି ସ୍ଥିତିରେ ବୁଦ୍ଧିଜୀବୀଙ୍କ ନୀରବତା ଚିନ୍ତାଜନକ। ଅନେକ ବୁଦ୍ଧିଜୀବୀ କେବଳ ସେମିନାର ଓ ସଭାରେ ଭାଷଣ ଦେଇ ନିଜ ଦାୟିତ୍ୱ ସାରିଦିଅନ୍ତି। ସାଧାରଣ ଲୋକଙ୍କ ସମସ୍ୟା ସହ ସେମାନଙ୍କ ସମ୍ପର୍କ ନାହିଁ। ଏହି ଦୂରତା ଦୂର କରିବା ଆବଶ୍ୟକ। ଶିକ୍ଷା, ସ୍ୱାସ୍ଥ୍ୟ, କୃଷି ଭଳି ମୌଳିକ ପ୍ରସଙ୍ଗରେ ବୁଦ୍ଧିଜୀବୀଙ୍କ ଯୋଗଦାନ ଦରକାର। ସେମାନଙ୍କ ଗବେଷଣା ଓ ଅନୁଭୂତି ନୀତି ପ୍ରଣୟନରେ ସହାୟକ ହୋଇପାରିବ। ତେବେ ବୁଦ୍ଧିଜୀବୀଙ୍କୁ ମଧ୍ୟ ଆତ୍ମସମୀକ୍ଷା କରିବାକୁ ପଡ଼ିବ। <box>704 1697 1091 1816</box>
solution-cell: 2 <box>1371 2220 1388 2235</box>
advert-email-alt[interactable]: : miku11@yahoo.com (Use only for <box>1187 1524 1403 1539</box>
solution-cell: 3 <box>1338 2279 1355 2294</box>
sudoku-grid[interactable] <box>1196 1726 1594 2133</box>
solution-cell: 3 <box>1321 2190 1338 2205</box>
sudoku-cell[interactable]: 5 <box>1241 1908 1285 1952</box>
sudoku-cell[interactable]: 1 <box>1417 1862 1461 1908</box>
sudoku-board[interactable] <box>1196 1726 1594 2123</box>
poem-box <box>4 4 332 198</box>
quote-line: ବିପୁଳ ମଧ୍ୟ କ୍ଷୁଦ୍ରକୁ ତା'ର ବୃହତ୍ତର ଅଭିଯାନରେ ଚାଲିବା ପାଇଁ ଚିରଦିନ ଆକର୍ଷଣ କରୁଥାଏ । <box>358 30 773 44</box>
sudoku-cell[interactable] <box>1285 1727 1329 1772</box>
advert-line: କେବଳ ବିଜ୍ଞାପନ ପାଇଁ ବ୍ୟବହାର କରନ୍ତୁ : <box>1191 1488 1399 1503</box>
sudoku-cell[interactable] <box>1197 1772 1241 1817</box>
solution-row <box>1321 2190 1473 2205</box>
solution-cell: 3 <box>1422 2175 1439 2190</box>
solution-cell: 6 <box>1405 2235 1422 2249</box>
poem-source: (ମିଳନ) <box>222 140 260 155</box>
star-emblem-icon <box>1029 16 1068 56</box>
sudoku-cell[interactable] <box>1461 2087 1505 2133</box>
solution-cell: 1 <box>1355 2249 1371 2264</box>
